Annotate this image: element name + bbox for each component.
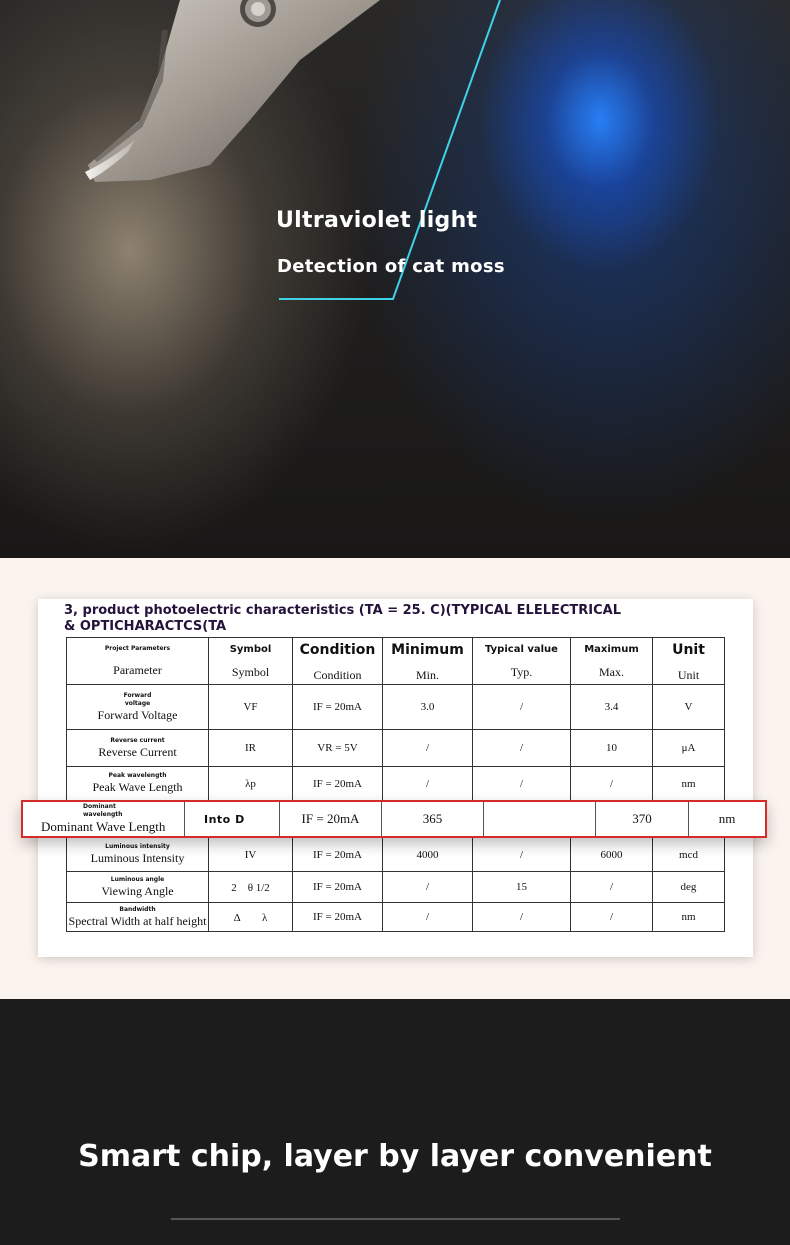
row-parameter: Peak wavelength Peak Wave Length [67,767,209,801]
row-symbol: VF [209,685,293,730]
row-condition: IF = 20mA [293,685,383,730]
table-row [67,872,725,903]
hl-min: 365 [382,802,484,836]
divider [171,1218,620,1220]
row-unit: μA [653,730,725,767]
bottom-section [0,999,790,1245]
row-max: 10 [571,730,653,767]
row-typ: / [473,903,571,932]
highlighted-row-dominant-wavelength [21,800,767,838]
header-max: Maximum Max. [571,638,653,685]
hl-parameter: Dominant wavelength Dominant Wave Length [23,802,185,836]
hero-subtitle: Detection of cat moss [277,256,505,277]
row-symbol: IR [209,730,293,767]
row-symbol: Δ λ [209,903,293,932]
row-max: 6000 [571,838,653,872]
hl-max: 370 [596,802,689,836]
row-parameter: Luminous angle Viewing Angle [67,872,209,903]
row-unit: nm [653,767,725,801]
row-condition: VR = 5V [293,730,383,767]
row-typ: / [473,730,571,767]
spec-title: 3, product photoelectric characteristics (TA = 25. C)(TYPICAL ELELECTRICAL & OPTICHARACTCS(TA [64,603,622,634]
header-symbol: Symbol Symbol [209,638,293,685]
spec-section [0,558,790,999]
row-max: / [571,903,653,932]
row-parameter: Bandwidth Spectral Width at half height [67,903,209,932]
table-row [67,903,725,932]
row-condition: IF = 20mA [293,872,383,903]
header-unit: Unit Unit [653,638,725,685]
row-symbol: IV [209,838,293,872]
row-min: / [383,767,473,801]
row-parameter: Forward voltage Forward Voltage [67,685,209,730]
table-row [67,767,725,801]
header-parameter: Project Parameters Parameter [67,638,209,685]
table-row [67,685,725,730]
row-max: 3.4 [571,685,653,730]
spec-table [66,637,725,932]
row-unit: deg [653,872,725,903]
row-min: / [383,730,473,767]
hl-condition: IF = 20mA [280,802,382,836]
header-condition: Condition Condition [293,638,383,685]
hl-symbol: Into D [185,802,280,836]
table-header-row [67,638,725,685]
bottom-title: Smart chip, layer by layer convenient [78,1139,712,1174]
row-unit: nm [653,903,725,932]
spec-card [38,599,753,957]
hero-banner [0,0,790,558]
row-condition: IF = 20mA [293,767,383,801]
hl-unit: nm [718,811,736,826]
row-typ: / [473,685,571,730]
row-min: 4000 [383,838,473,872]
header-typ: Typical value Typ. [473,638,571,685]
uv-flashlight-illustration [0,0,790,558]
row-max: / [571,872,653,903]
header-min: Minimum Min. [383,638,473,685]
row-parameter: Luminous intensity Luminous Intensity [67,838,209,872]
row-typ: 15 [473,872,571,903]
row-parameter: Reverse current Reverse Current [67,730,209,767]
row-typ: / [473,838,571,872]
row-typ: / [473,767,571,801]
row-symbol: λp [209,767,293,801]
table-row [67,730,725,767]
row-min: / [383,903,473,932]
row-unit: V [653,685,725,730]
hero-title: Ultraviolet light [276,208,478,233]
hl-typ [484,802,596,836]
row-condition: IF = 20mA [293,838,383,872]
table-row [67,838,725,872]
row-min: / [383,872,473,903]
row-symbol: 2 θ 1/2 [209,872,293,903]
row-unit: mcd [653,838,725,872]
row-condition: IF = 20mA [293,903,383,932]
row-min: 3.0 [383,685,473,730]
row-max: / [571,767,653,801]
